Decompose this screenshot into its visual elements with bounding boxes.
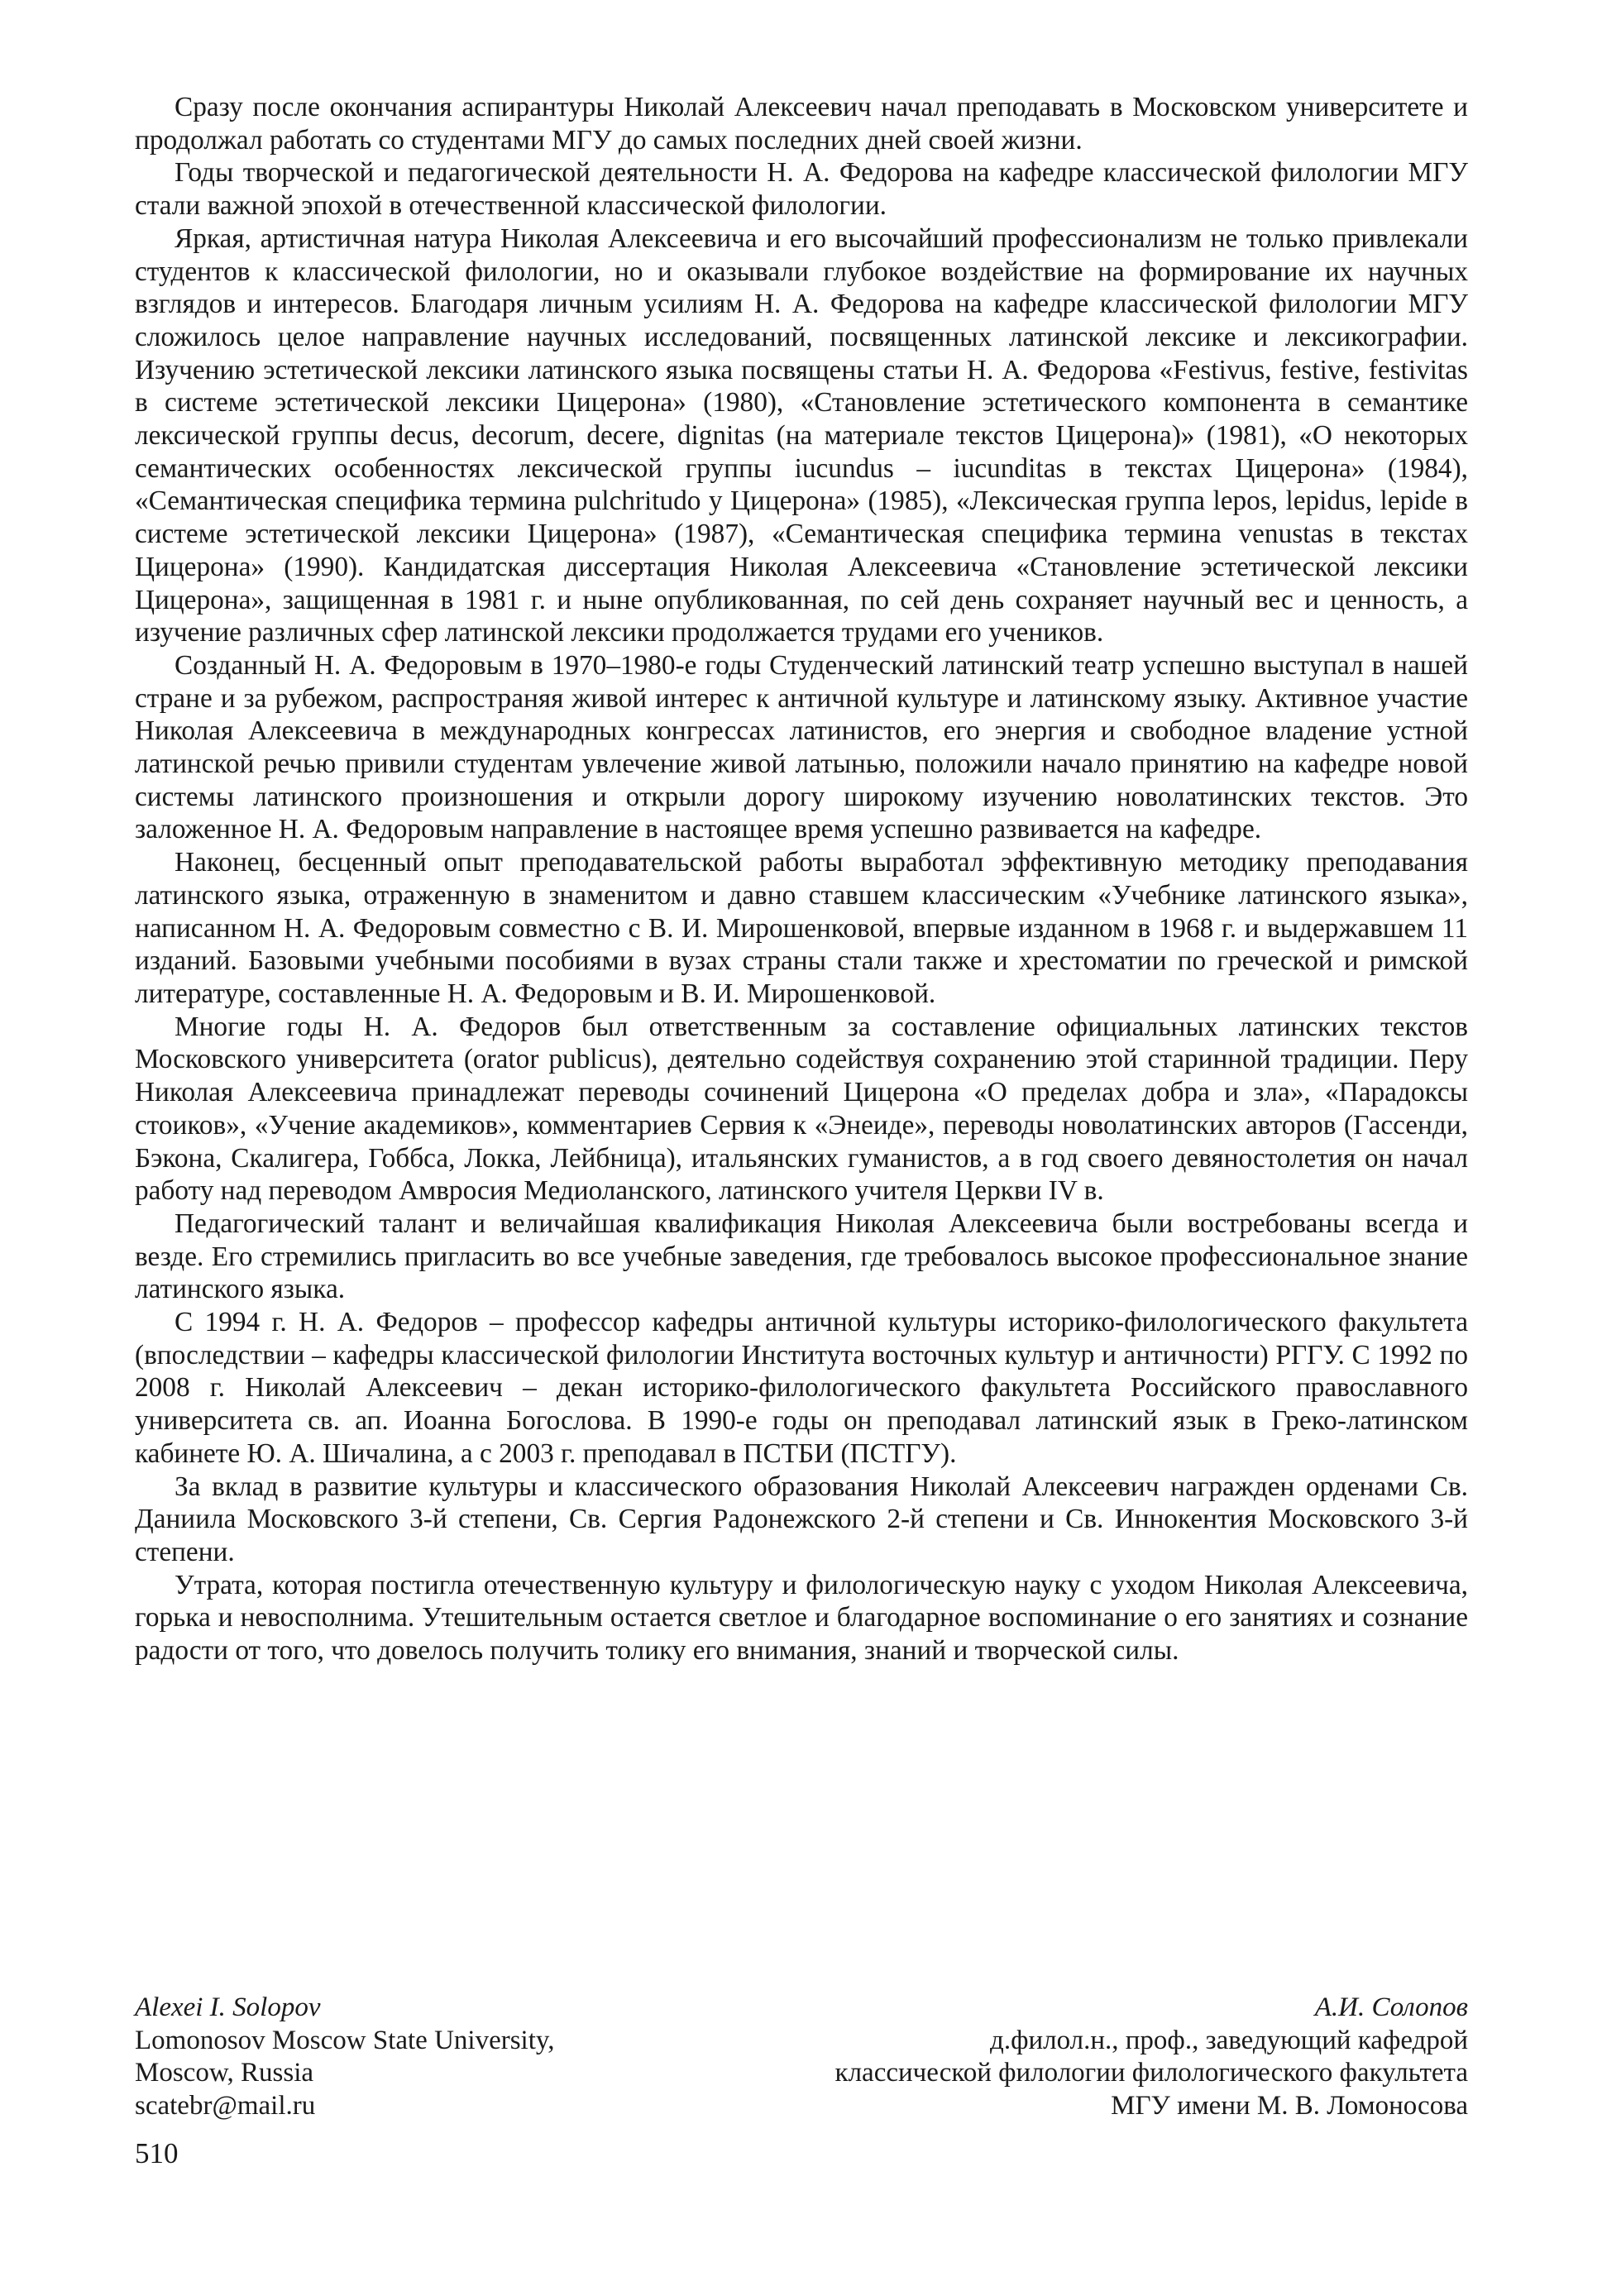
paragraph: Утрата, которая постигла отечественную культуру и филологическую науку с уходом Николая Алексеевича, горька и невосполнима. Утешительным остается светлое и благодарное воспоминание о его занятиях и сознание радости от того, что довелось получить толику его внимания, знаний и творческой силы.	[135, 1569, 1468, 1667]
paragraph: Яркая, артистичная натура Николая Алексеевича и его высочайший профессионализм не только привлекали студентов к классической филологии, но и оказывали глубокое воздействие на формирование их научных взглядов и интересов. Благодаря личным усилиям Н. А. Федорова на кафедре классической филологии МГУ сложилось целое направление научных исследований, посвященных латинской лексике и лексикографии. Изучению эстетической лексики латинского языка посвящены статьи Н. А. Федорова «Festivus, festive, festivitas в системе эстетической лексики Цицерона» (1980), «Становление эстетического компонента в семантике лексической группы decus, decorum, decere, dignitas (на материале текстов Цицерона)» (1981), «О некоторых семантических особенностях лексической группы iucundus – iucunditas в текстах Цицерона» (1984), «Семантическая специфика термина pulchritudo у Цицерона» (1985), «Лексическая группа lepos, lepidus, lepide в системе эстетической лексики Цицерона» (1987), «Семантическая специфика термина venustas в текстах Цицерона» (1990). Кандидатская диссертация Николая Алексеевича «Становление эстетической лексики Цицерона», защищенная в 1981 г. и ныне опубликованная, по сей день сохраняет научный вес и ценность, а изучение различных сфер латинской лексики продолжается трудами его учеников.	[135, 222, 1468, 648]
author-name-ru: А.И. Солопов	[1314, 1992, 1468, 2022]
author-department-ru: классической филологии филологического факультета	[834, 2058, 1468, 2088]
author-title-ru: д.филол.н., проф., заведующий кафедрой	[990, 2025, 1468, 2055]
paragraph: Многие годы Н. А. Федоров был ответственным за составление официальных латинских текстов Московского университета (orator publicus), деятельно содействуя сохранению этой старинной традиции. Перу Николая Алексеевича принадлежат переводы сочинений Цицерона «О пределах добра и зла», «Парадоксы стоиков», «Учение академиков», комментариев Сервия к «Энеиде», переводы новолатинских авторов (Гассенди, Бэкона, Скалигера, Гоббса, Локка, Лейбница), итальянских гуманистов, а в год своего девяностолетия он начал работу над переводом Амвросия Медиоланского, латинского учителя Церкви IV в.	[135, 1011, 1468, 1207]
paragraph: Педагогический талант и величайшая квалификация Николая Алексеевича были востребованы всегда и везде. Его стремились пригласить во все учебные заведения, где требовалось высокое профессиональное знание латинского языка.	[135, 1208, 1468, 1305]
paragraph: Созданный Н. А. Федоровым в 1970–1980-е годы Студенческий латинский театр успешно выступал в нашей стране и за рубежом, распространяя живой интерес к античной культуре и латинскому языку. Активное участие Николая Алексеевича в международных конгрессах латинистов, его энергия и свободное владение устной латинской речью привили студентам увлечение живой латынью, положили начало принятию на кафедре новой системы латинского произношения и открыли дорогу широкому изучению новолатинских текстов. Это заложенное Н. А. Федоровым направление в настоящее время успешно развивается на кафедре.	[135, 649, 1468, 845]
author-affiliation-en: Lomonosov Moscow State University,	[135, 2025, 555, 2055]
signature-english	[135, 1992, 763, 2122]
paragraph: За вклад в развитие культуры и классического образования Николай Алексеевич награжден орденами Св. Даниила Московского 3-й степени, Св. Сергия Радонежского 2-й степени и Св. Иннокентия Московского 3-й степени.	[135, 1471, 1468, 1567]
page-number: 510	[135, 2137, 179, 2169]
author-university-ru: МГУ имени М. В. Ломоносова	[1111, 2090, 1468, 2121]
article-body	[135, 91, 1468, 1667]
paragraph: С 1994 г. Н. А. Федоров – профессор кафедры античной культуры историко-филологического факультета (впоследствии – кафедры классической филологии Института восточных культур и античности) РГГУ. С 1992 по 2008 г. Николай Алексеевич – декан историко-филологического факультета Российского православного университета св. ап. Иоанна Богослова. В 1990-е годы он преподавал латинский язык в Греко-латинском кабинете Ю. А. Шичалина, а с 2003 г. преподавал в ПСТБИ (ПСТГУ).	[135, 1307, 1468, 1469]
author-name-en: Alexei I. Solopov	[135, 1992, 321, 2022]
author-location-en: Moscow, Russia	[135, 2058, 314, 2088]
paragraph: Годы творческой и педагогической деятельности Н. А. Федорова на кафедре классической филологии МГУ стали важной эпохой в отечественной классической филологии.	[135, 157, 1468, 222]
paragraph: Сразу после окончания аспирантуры Николай Алексеевич начал преподавать в Московском университете и продолжал работать со студентами МГУ до самых последних дней своей жизни.	[135, 92, 1468, 155]
paragraph: Наконец, бесценный опыт преподавательской работы выработал эффективную методику преподавания латинского языка, отраженную в знаменитом и давно ставшем классическим «Учебнике латинского языка», написанном Н. А. Федоровым совместно с В. И. Мирошенковой, впервые изданном в 1968 г. и выдержавшем 11 изданий. Базовыми учебными пособиями в вузах страны стали также и хрестоматии по греческой и римской литературе, составленные Н. А. Федоровым и В. И. Мирошенковой.	[135, 847, 1468, 1009]
signature-russian	[724, 1992, 1468, 2122]
author-email: scatebr@mail.ru	[135, 2090, 316, 2121]
article-page	[135, 91, 1468, 1667]
